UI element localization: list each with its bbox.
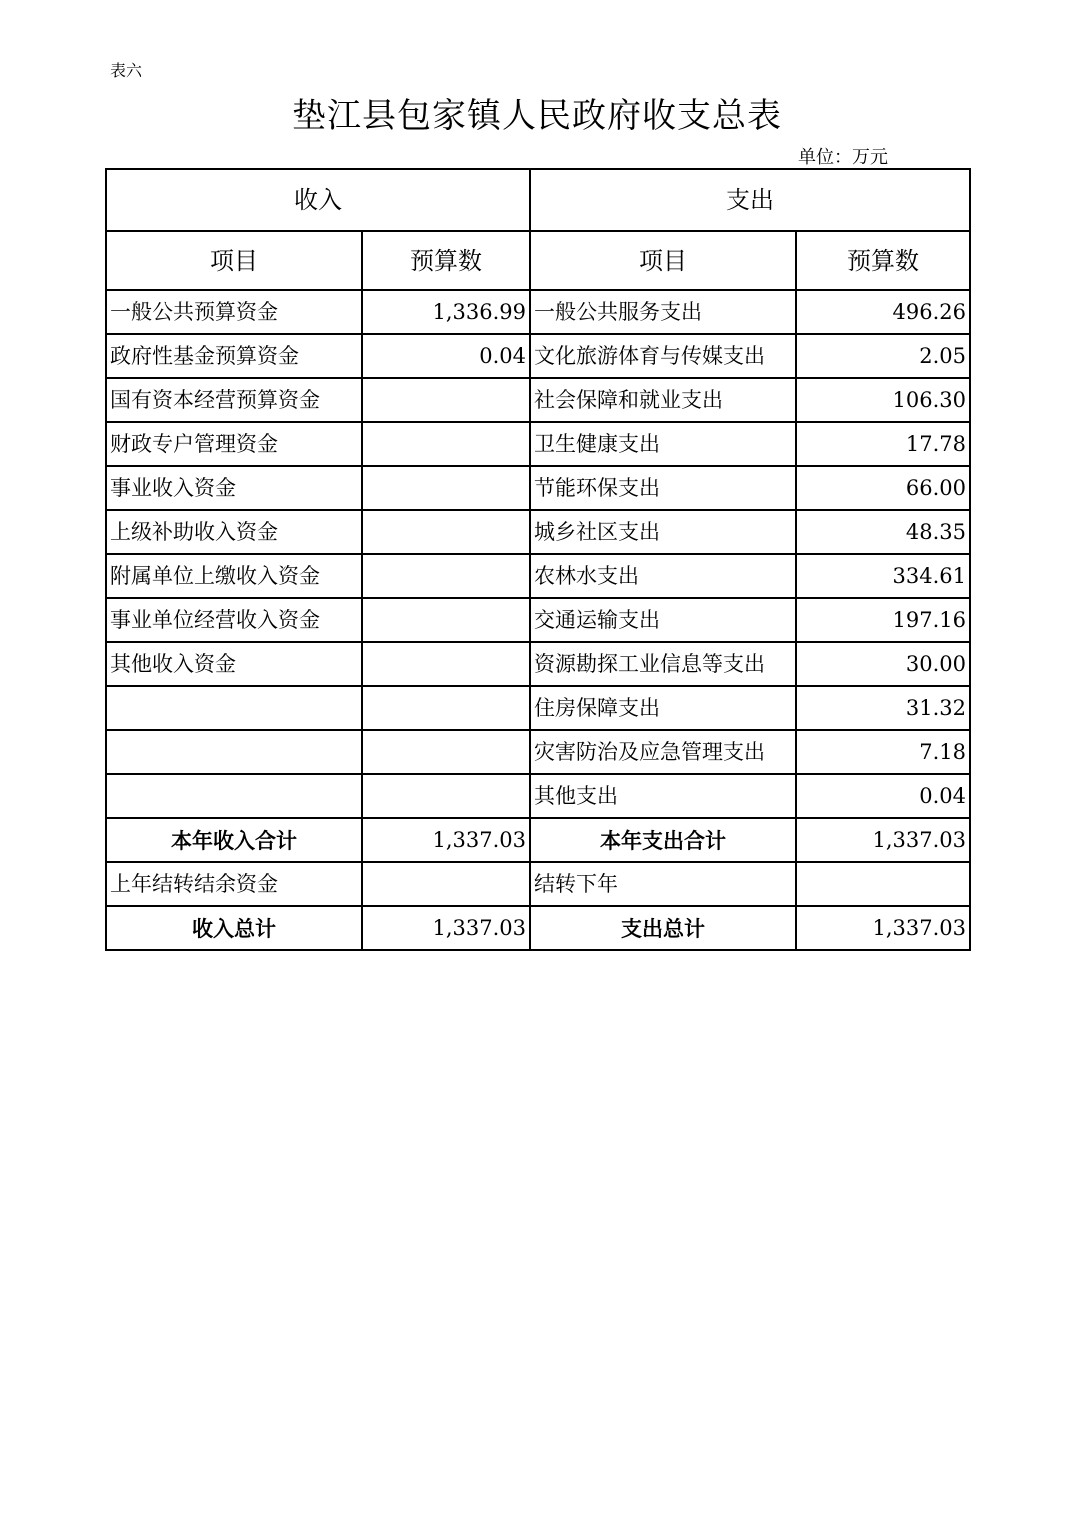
table-row [106, 290, 970, 334]
table-number-label: 表六 [110, 61, 143, 80]
income-value-cell [362, 686, 530, 730]
table-row [106, 554, 970, 598]
expense-value-cell: 334.61 [796, 554, 970, 598]
expense-item-header: 项目 [530, 231, 796, 290]
income-item-cell: 上级补助收入资金 [106, 510, 362, 554]
budget-table-body [106, 169, 970, 950]
income-value-cell: 1,336.99 [362, 290, 530, 334]
table-row [106, 686, 970, 730]
expense-section-header: 支出 [530, 169, 970, 231]
income-value-cell [362, 598, 530, 642]
income-value-cell [362, 510, 530, 554]
income-value-cell: 1,337.03 [362, 906, 530, 950]
expense-value-cell: 1,337.03 [796, 818, 970, 862]
expense-value-cell: 30.00 [796, 642, 970, 686]
table-row [106, 378, 970, 422]
expense-item-cell: 城乡社区支出 [530, 510, 796, 554]
expense-item-cell: 文化旅游体育与传媒支出 [530, 334, 796, 378]
expense-item-cell: 资源勘探工业信息等支出 [530, 642, 796, 686]
table-row [106, 466, 970, 510]
expense-value-cell: 66.00 [796, 466, 970, 510]
unit-label: 单位：万元 [798, 147, 888, 168]
income-item-cell: 附属单位上缴收入资金 [106, 554, 362, 598]
income-item-cell: 上年结转结余资金 [106, 862, 362, 906]
table-row [106, 818, 970, 862]
income-item-cell: 政府性基金预算资金 [106, 334, 362, 378]
income-value-cell [362, 422, 530, 466]
expense-item-cell: 灾害防治及应急管理支出 [530, 730, 796, 774]
income-item-cell [106, 686, 362, 730]
expense-value-cell: 197.16 [796, 598, 970, 642]
expense-item-cell: 交通运输支出 [530, 598, 796, 642]
table-row [106, 906, 970, 950]
expense-item-cell: 支出总计 [530, 906, 796, 950]
income-value-cell: 1,337.03 [362, 818, 530, 862]
table-row [106, 730, 970, 774]
income-value-cell [362, 730, 530, 774]
table-row [106, 422, 970, 466]
income-value-cell [362, 642, 530, 686]
income-value-cell [362, 466, 530, 510]
expense-item-cell: 节能环保支出 [530, 466, 796, 510]
expense-budget-header: 预算数 [796, 231, 970, 290]
expense-item-cell: 社会保障和就业支出 [530, 378, 796, 422]
income-item-cell: 本年收入合计 [106, 818, 362, 862]
expense-item-cell: 结转下年 [530, 862, 796, 906]
column-header-row [106, 231, 970, 290]
income-item-cell: 其他收入资金 [106, 642, 362, 686]
table-row [106, 862, 970, 906]
income-value-cell [362, 862, 530, 906]
expense-value-cell: 17.78 [796, 422, 970, 466]
table-row [106, 334, 970, 378]
expense-value-cell [796, 862, 970, 906]
expense-item-cell: 卫生健康支出 [530, 422, 796, 466]
expense-value-cell: 496.26 [796, 290, 970, 334]
income-budget-header: 预算数 [362, 231, 530, 290]
expense-value-cell: 0.04 [796, 774, 970, 818]
expense-value-cell: 1,337.03 [796, 906, 970, 950]
income-item-cell: 一般公共预算资金 [106, 290, 362, 334]
income-value-cell [362, 774, 530, 818]
income-item-cell: 财政专户管理资金 [106, 422, 362, 466]
income-item-cell: 事业收入资金 [106, 466, 362, 510]
expense-value-cell: 2.05 [796, 334, 970, 378]
table-row [106, 642, 970, 686]
table-row [106, 598, 970, 642]
expense-item-cell: 一般公共服务支出 [530, 290, 796, 334]
expense-item-cell: 其他支出 [530, 774, 796, 818]
expense-item-cell: 本年支出合计 [530, 818, 796, 862]
income-value-cell [362, 378, 530, 422]
page-title: 垫江县包家镇人民政府收支总表 [292, 96, 782, 136]
income-item-cell [106, 774, 362, 818]
expense-item-cell: 农林水支出 [530, 554, 796, 598]
budget-summary-table [105, 168, 971, 951]
income-item-cell: 收入总计 [106, 906, 362, 950]
income-item-header: 项目 [106, 231, 362, 290]
income-item-cell: 事业单位经营收入资金 [106, 598, 362, 642]
expense-value-cell: 106.30 [796, 378, 970, 422]
income-value-cell: 0.04 [362, 334, 530, 378]
income-value-cell [362, 554, 530, 598]
expense-value-cell: 7.18 [796, 730, 970, 774]
expense-item-cell: 住房保障支出 [530, 686, 796, 730]
table-row [106, 774, 970, 818]
expense-value-cell: 48.35 [796, 510, 970, 554]
expense-value-cell: 31.32 [796, 686, 970, 730]
table-row [106, 510, 970, 554]
section-header-row [106, 169, 970, 231]
income-item-cell [106, 730, 362, 774]
income-item-cell: 国有资本经营预算资金 [106, 378, 362, 422]
income-section-header: 收入 [106, 169, 530, 231]
